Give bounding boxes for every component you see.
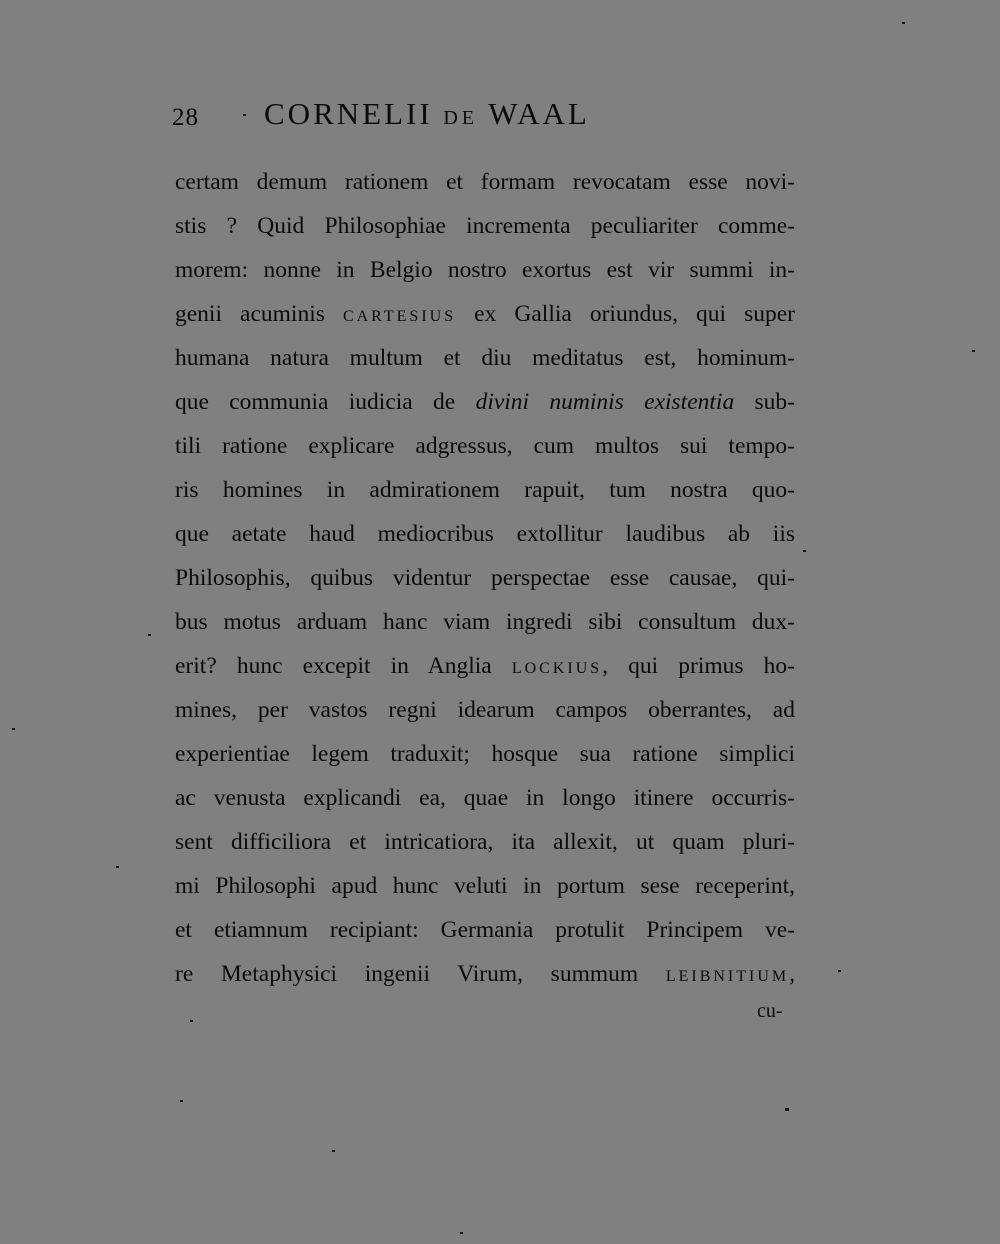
italic-phrase: divini numinis existentia [475,389,735,415]
scan-speck [902,22,905,24]
scan-speck [460,1232,463,1234]
text-segment: sub- [754,389,796,415]
text-line: et etiamnum recipiant: Germania protulit Principem ve- [175,917,795,943]
text-segment: que communia iudicia de [175,389,456,415]
scan-speck [803,550,806,552]
page-header [172,96,712,144]
text-line: ris homines in admirationem rapuit, tum nostra quo- [175,477,795,503]
text-line: stis ? Quid Philosophiae incrementa peculiariter comme- [175,213,795,239]
scan-speck [785,1108,789,1111]
text-line [175,952,795,996]
scan-speck [243,114,246,116]
text-segment: genii acuminis [175,301,325,327]
running-head-word: CORNELII [264,96,433,131]
text-segment: , qui primus ho- [602,653,796,679]
running-head-word: WAAL [488,96,590,131]
scan-speck [180,1100,183,1102]
text-line: humana natura multum et diu meditatus est, hominum- [175,345,795,371]
text-line: tili ratione explicare adgressus, cum multos sui tempo- [175,433,795,459]
scan-speck [116,866,119,868]
text-line: certam demum rationem et formam revocatam esse novi- [175,169,795,195]
text-line: experientiae legem traduxit; hosque sua ratione simplici [175,741,795,767]
name-cartesius: CARTESIUS [342,308,457,325]
text-line: sent difficiliora et intricatiora, ita allexit, ut quam pluri- [175,829,795,855]
scan-speck [190,1020,193,1022]
name-lockius: LOCKIUS [511,660,603,677]
body-text [175,160,795,996]
text-segment: re Metaphysici ingenii Virum, summum [175,961,639,987]
scan-speck [148,634,151,636]
running-head [264,96,590,132]
running-head-word: DE [443,107,479,129]
scan-speck [972,350,975,352]
text-line: bus motus arduam hanc viam ingredi sibi consultum dux- [175,609,795,635]
page-number: 28 [172,104,199,131]
text-line [175,380,795,424]
text-segment: ex Gallia oriundus, qui super [474,301,795,327]
name-leibnitium: LEIBNITIUM [665,968,790,985]
text-line: mines, per vastos regni idearum campos oberrantes, ad [175,697,795,723]
text-line: que aetate haud mediocribus extollitur laudibus ab iis [175,521,795,547]
text-segment: , [789,961,796,987]
text-line: ac venusta explicandi ea, quae in longo itinere occurris- [175,785,795,811]
text-line [175,644,795,688]
text-line [175,292,795,336]
catchword: cu- [757,1000,783,1022]
scan-speck [838,970,841,972]
scan-speck [12,728,15,730]
text-line: Philosophis, quibus videntur perspectae esse causae, qui- [175,565,795,591]
text-segment: erit? hunc excepit in Anglia [175,653,492,679]
scan-speck [332,1150,335,1152]
text-line: mi Philosophi apud hunc veluti in portum sese receperint, [175,873,795,899]
text-line: morem: nonne in Belgio nostro exortus est vir summi in- [175,257,795,283]
